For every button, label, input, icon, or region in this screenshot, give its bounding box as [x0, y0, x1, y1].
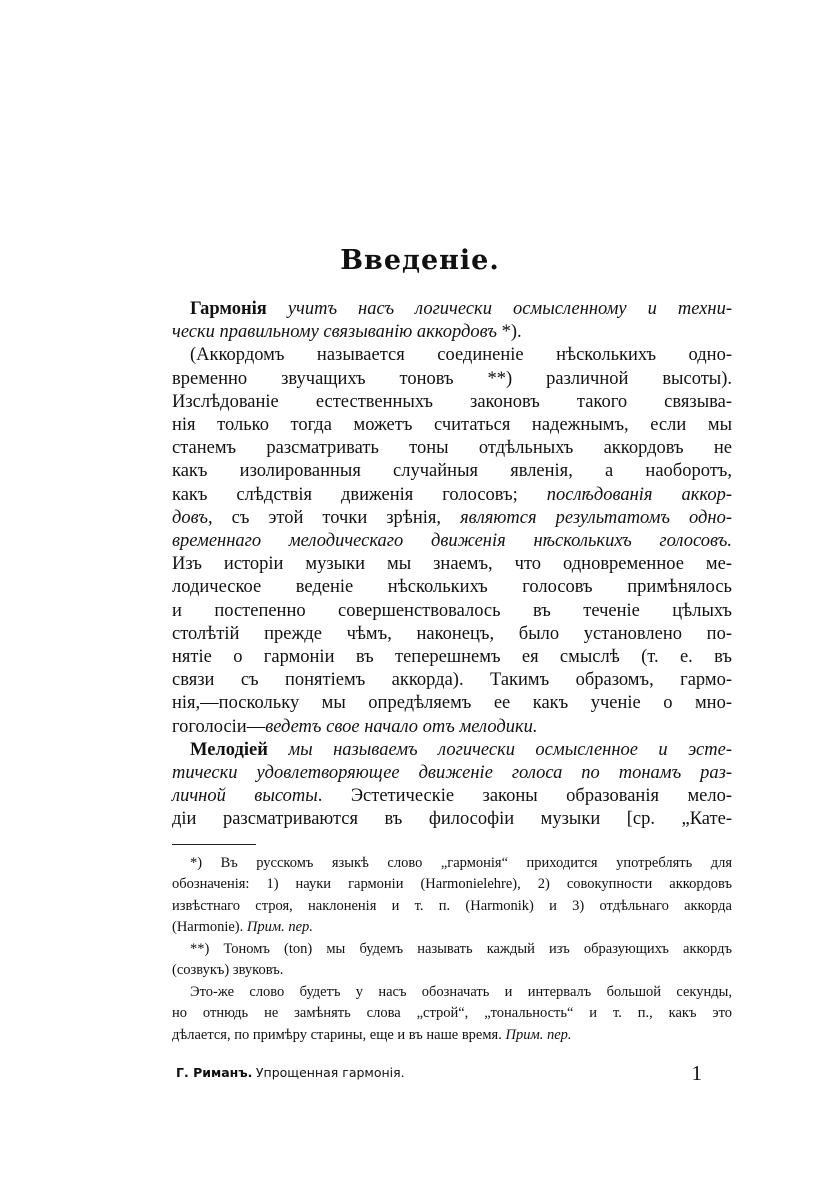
text-segment: гоголосіи—	[172, 716, 266, 737]
text-segment: мы называемъ логически осмысленное и эсте-	[288, 739, 732, 760]
text-line	[172, 692, 732, 715]
text-segment: связи съ понятіемъ аккорда). Такимъ образомъ, гармо-	[172, 670, 732, 691]
footnotes	[172, 853, 732, 1047]
text-line	[172, 646, 732, 669]
text-line	[172, 460, 732, 483]
text-segment: . Эстетическіе законы образованія мело-	[317, 786, 733, 807]
text-segment: **) Тономъ (ton) мы будемъ называть каждый изъ образующихъ аккордъ	[190, 940, 732, 957]
text-line	[172, 762, 732, 785]
text-line	[172, 808, 732, 831]
text-line	[172, 576, 732, 599]
text-line	[172, 298, 732, 321]
page-number: 1	[691, 1061, 702, 1086]
footer-author: Г. Риманъ.	[176, 1065, 253, 1081]
text-line	[172, 507, 732, 530]
text-segment: являются результатомъ одно-	[460, 507, 732, 528]
text-segment: діи разсматриваются въ философіи музыки [ср. „Кате-	[172, 809, 732, 830]
text-line	[172, 600, 732, 623]
footnote-line	[172, 917, 732, 939]
text-segment: Прим. пер.	[505, 1026, 572, 1043]
text-segment: довъ	[172, 507, 208, 528]
text-segment: Гармонія	[190, 299, 288, 319]
page-column	[172, 298, 732, 1086]
text-line	[172, 368, 732, 391]
text-line	[172, 669, 732, 692]
text-segment: ведетъ свое начало отъ мелодики.	[265, 716, 538, 737]
text-line	[172, 321, 732, 344]
text-line	[172, 785, 732, 808]
text-segment: тически удовлетворяющее движеніе голоса по тонамъ раз-	[172, 763, 732, 784]
text-line	[172, 484, 732, 507]
text-segment: Прим. пер.	[246, 919, 313, 936]
main-text	[172, 298, 732, 832]
text-segment: какъ изолированныя случайныя явленія, а наоборотъ,	[172, 461, 732, 482]
text-segment: (Аккордомъ называется соединеніе нѣсколькихъ одно-	[190, 345, 732, 366]
text-segment: Это-же слово будетъ у насъ обозначать и интервалъ большой секунды,	[190, 983, 732, 1000]
text-line	[172, 623, 732, 646]
text-segment: временнаго мелодическаго движенія нѣсколькихъ голосовъ.	[172, 531, 732, 552]
text-segment: столѣтій прежде чѣмъ, наконецъ, было установлено по-	[172, 623, 732, 644]
text-segment: какъ слѣдствія движенія голосовъ;	[172, 484, 547, 505]
text-line	[172, 716, 732, 739]
footnote-line	[172, 853, 732, 875]
text-line	[172, 414, 732, 437]
footnote-line	[172, 874, 732, 896]
text-segment: станемъ разсматривать тоны отдѣльныхъ аккордовъ не	[172, 438, 732, 459]
text-segment: обозначенія: 1) науки гармоніи (Harmonielehre), 2) совокупности аккордовъ	[172, 876, 732, 893]
text-line	[172, 344, 732, 367]
text-line	[172, 437, 732, 460]
page-footer	[172, 1060, 732, 1086]
text-segment: нія только тогда можетъ считаться надежнымъ, если мы	[172, 415, 732, 436]
text-segment: Изъ исторіи музыки мы знаемъ, что одновременное ме-	[172, 554, 732, 575]
text-segment: Мелодіей	[190, 739, 289, 760]
footnote-line	[172, 960, 732, 982]
text-line	[172, 530, 732, 553]
footer-book-title: Упрощенная гармонія.	[255, 1065, 405, 1081]
text-line	[172, 553, 732, 576]
text-segment: и постепенно совершенствовалось въ теченіе цѣлыхъ	[172, 600, 732, 621]
footnote-line	[172, 982, 732, 1004]
text-segment: лодическое веденіе нѣсколькихъ голосовъ примѣнялось	[172, 577, 732, 598]
footnote-line	[172, 896, 732, 918]
text-segment: личной высоты	[172, 786, 318, 807]
footnote-line	[172, 939, 732, 961]
text-segment: (созвукъ) звуковъ.	[172, 962, 284, 979]
text-segment: дѣлается, по примѣру старины, еще и въ наше время.	[172, 1026, 506, 1043]
text-segment: *) Въ русскомъ языкѣ слово „гармонія“ приходится употреблять для	[190, 854, 732, 871]
text-segment: чески правильному связыванію аккордовъ	[172, 322, 498, 343]
footnote-divider	[172, 844, 256, 845]
text-segment: , съ этой точки зрѣнія,	[208, 507, 461, 528]
text-segment: извѣстнаго строя, наклоненія и т. п. (Harmonik) и 3) отдѣльнаго аккорда	[172, 897, 732, 914]
text-segment: (Harmonie).	[172, 919, 247, 936]
text-segment: нія,—поскольку мы опредѣляемъ ее какъ ученіе о мно-	[172, 693, 732, 714]
text-segment: нятіе о гармоніи въ теперешнемъ ея смыслѣ (т. е. въ	[172, 647, 732, 668]
text-line	[172, 391, 732, 414]
text-segment: Изслѣдованіе естественныхъ законовъ такого связыва-	[172, 391, 732, 412]
text-segment: но отнюдь не замѣнять слова „строй“, „тональность“ и т. п., какъ это	[172, 1005, 732, 1022]
footnote-line	[172, 1003, 732, 1025]
chapter-title: Введеніе.	[340, 245, 500, 276]
text-line	[172, 739, 732, 762]
text-segment: временно звучащихъ тоновъ **) различной высоты).	[172, 368, 732, 389]
text-segment: *).	[497, 322, 522, 343]
text-segment: учитъ насъ логически осмысленному и техни-	[287, 299, 732, 319]
footnote-line	[172, 1025, 732, 1047]
text-segment: послѣдованія аккор-	[546, 484, 732, 505]
